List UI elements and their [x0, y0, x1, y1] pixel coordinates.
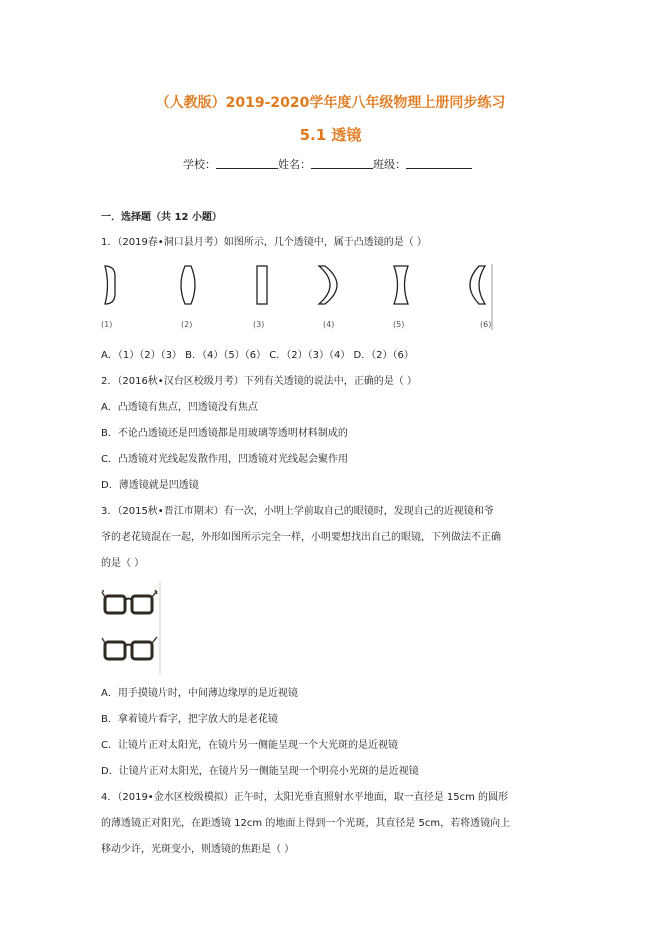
q2-option-a: A．凸透镜有焦点，凹透镜没有焦点 [101, 402, 258, 413]
q2-option-c: C．凸透镜对光线起发散作用，凹透镜对光线起会聚作用 [101, 454, 348, 465]
q4-stem-line-1: 4．（2019•金水区校级模拟）正午时，太阳光垂直照射水平地面，取一直径是 15cm 的圆形 [101, 792, 509, 803]
lens-label-4: (4) [323, 320, 335, 329]
lens-label-6: (6) [480, 320, 492, 329]
q3-stem-line-2: 爷的老花镜混在一起，外形如图所示完全一样，小明要想找出自己的眼镜，下列做法不正确 [101, 532, 501, 543]
lens-diagram [101, 258, 493, 333]
q3-option-a: A．用手摸镜片时，中间薄边缘厚的是近视镜 [101, 688, 298, 699]
lens-2 [181, 266, 195, 304]
lens-1 [105, 266, 115, 304]
q3-option-b: B．拿着镜片看字，把字放大的是老花镜 [101, 714, 278, 725]
class-label: 班级： [373, 158, 406, 171]
school-label: 学校： [183, 158, 216, 171]
q1-options: A．（1）（2）（3） B．（4）（5）（6） C．（2）（3）（4） D．（2）（6） [101, 350, 414, 361]
lens-label-5: (5) [393, 320, 405, 329]
lens-label-3: (3) [253, 320, 265, 329]
q1-stem: 1．（2019春•洞口县月考）如图所示，几个透镜中，属于凸透镜的是（ ） [101, 237, 427, 248]
q4-stem-line-2: 的薄透镜正对阳光，在距透镜 12cm 的地面上得到一个光斑，其直径是 5cm，若将透镜向上 [101, 818, 511, 829]
page-title: （人教版）2019-2020学年度八年级物理上册同步练习 [155, 95, 506, 111]
lens-6 [470, 266, 485, 304]
lens-4 [319, 266, 337, 304]
lens-label-2: (2) [181, 320, 193, 329]
q2-option-d: D．薄透镜就是凹透镜 [101, 480, 199, 491]
glasses-1 [102, 590, 157, 613]
q4-stem-line-3: 移动少许，光斑变小，则透镜的焦距是（ ） [101, 844, 295, 855]
q3-option-c: C．让镜片正对太阳光，在镜片另一侧能呈现一个大光斑的是近视镜 [101, 740, 398, 751]
part-title: 一．选择题（共 12 小题） [101, 212, 222, 223]
school-blank [216, 156, 278, 169]
q3-option-d: D．让镜片正对太阳光，在镜片另一侧能呈现一个明亮小光斑的是近视镜 [101, 766, 419, 777]
q3-stem-line-1: 3．（2015秋•晋江市期末）有一次，小明上学前取自己的眼镜时，发现自己的近视镜和爷 [101, 506, 494, 517]
section-title: 5.1 透镜 [299, 126, 362, 144]
name-label: 姓名： [278, 158, 311, 171]
q3-stem-line-3: 的是（ ） [101, 558, 145, 569]
lens-figure [101, 258, 493, 333]
lens-5 [394, 266, 408, 304]
glasses-illustration [101, 582, 163, 674]
glasses-2 [102, 637, 157, 659]
glasses-figure [101, 582, 159, 674]
name-blank [311, 156, 373, 169]
lens-3 [257, 266, 267, 304]
student-info-line [183, 156, 472, 172]
q2-option-b: B．不论凸透镜还是凹透镜都是用玻璃等透明材料制成的 [101, 428, 348, 439]
class-blank [406, 156, 472, 169]
q2-stem: 2．（2016秋•汉台区校级月考）下列有关透镜的说法中，正确的是（ ） [101, 376, 417, 387]
lens-label-1: (1) [101, 320, 113, 329]
